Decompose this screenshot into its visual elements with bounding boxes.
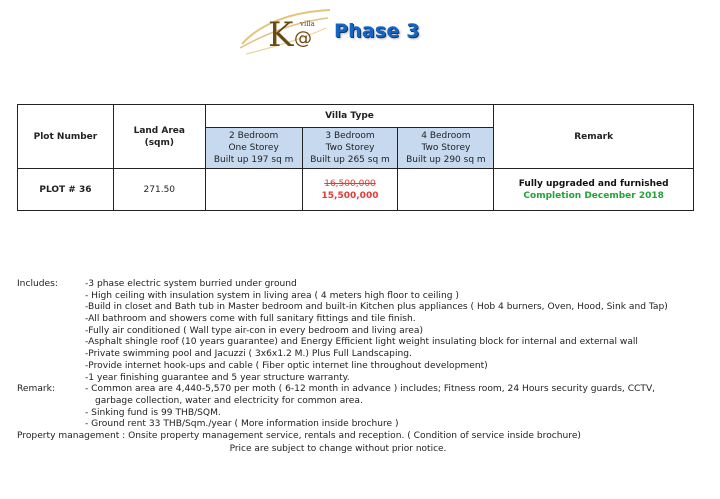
villa-type-line1: 2 Bedroom — [228, 131, 279, 141]
includes-line — [17, 326, 707, 338]
header-villa-type: Villa Type — [205, 105, 494, 128]
remark-cell — [494, 169, 694, 211]
remark-item: garbage collection, water and electricity for common area. — [95, 395, 363, 406]
price-disclaimer: Price are subject to change without prior notice. — [229, 444, 447, 454]
includes-line — [17, 373, 707, 385]
header-remark: Remark — [494, 105, 694, 169]
price-2-bedroom-cell — [205, 169, 302, 211]
villa-type-line3: Built up 197 sq m — [213, 155, 294, 165]
remark-label: Remark: — [17, 384, 56, 395]
plot-number-cell: PLOT # 36 — [18, 169, 114, 211]
header-land-area — [113, 105, 205, 169]
includes-line — [17, 279, 707, 291]
header-land-area-line2: (sqm) — [144, 137, 174, 148]
includes-item: -Asphalt shingle roof (10 years guarantee) and Energy Efficient light weight insulating block for internal and external wall — [85, 337, 638, 348]
land-area-cell: 271.50 — [113, 169, 205, 211]
remark-item: - Sinking fund is 99 THB/SQM. — [85, 407, 221, 418]
includes-line — [17, 314, 707, 326]
includes-item: -Private swimming pool and Jacuzzi ( 3x6x1.2 M.) Plus Full Landscaping. — [85, 349, 412, 360]
remark-upgrade-text: Fully upgraded and furnished — [518, 178, 669, 189]
villa-type-line2: Two Storey — [421, 143, 471, 153]
includes-item: - High ceiling with insulation system in living area ( 4 meters high floor to ceiling ) — [85, 290, 459, 301]
property-management-line: Property management : Onsite property management service, rentals and reception. ( Condition of service inside brochure) — [17, 430, 581, 441]
villa-type-line1: 4 Bedroom — [421, 131, 471, 141]
villa-type-line3: Built up 290 sq m — [406, 155, 486, 165]
includes-line — [17, 349, 707, 361]
logo-symbol: @ — [294, 28, 312, 49]
logo-letter: K — [268, 15, 294, 55]
villa-type-3-bedroom — [302, 128, 398, 169]
villa-type-line2: Two Storey — [325, 143, 375, 153]
logo-small-text: villa — [300, 20, 315, 28]
includes-item: -3 phase electric system burried under ground — [85, 279, 297, 289]
header-land-area-line1: Land Area — [133, 125, 185, 136]
remark-item: - Common area are 4,440-5,570 per moth ( 6-12 month in advance ) includes; Fitness room, 24 Hours security guards, CCTV, — [85, 384, 656, 395]
new-price: 15,500,000 — [321, 190, 379, 201]
page-title: Phase 3 — [334, 20, 420, 42]
header-plot-number: Plot Number — [18, 105, 114, 169]
remark-line — [17, 384, 707, 396]
includes-item: -Provide internet hook-ups and cable ( Fiber optic internet line throughout development) — [85, 360, 488, 371]
remark-line — [17, 408, 707, 420]
includes-line — [17, 302, 707, 314]
includes-line — [17, 337, 707, 349]
includes-item: -Fully air conditioned ( Wall type air-con in every bedroom and living area) — [85, 325, 423, 336]
includes-line — [17, 361, 707, 373]
villa-type-4-bedroom — [398, 128, 494, 169]
price-3-bedroom-cell — [302, 169, 398, 211]
includes-item: -1 year finishing guarantee and 5 year structure warranty. — [85, 372, 350, 383]
price-4-bedroom-cell — [398, 169, 494, 211]
villa-type-line1: 3 Bedroom — [325, 131, 375, 141]
table-row — [18, 169, 694, 211]
villa-type-2-bedroom — [205, 128, 302, 169]
includes-item: -All bathroom and showers come with full sanitary fittings and tile finish. — [85, 314, 416, 325]
remark-line — [17, 419, 707, 431]
villa-type-line2: One Storey — [228, 143, 279, 153]
remark-item: - Ground rent 33 THB/Sqm./year ( More information inside brochure ) — [85, 419, 399, 430]
includes-item: -Build in closet and Bath tub in Master bedroom and built-in Kitchen plus appliances ( Hob 4 burners, Oven, Hood, Sink and Tap) — [85, 302, 668, 313]
remark-line — [17, 396, 707, 408]
notes-section — [17, 279, 707, 443]
includes-line — [17, 291, 707, 303]
villa-type-line3: Built up 265 sq m — [310, 155, 390, 165]
villa-logo — [240, 4, 332, 58]
old-price: 16,500,000 — [324, 178, 376, 189]
remark-completion-text: Completion December 2018 — [523, 190, 664, 201]
price-table — [17, 104, 694, 211]
logo-graphic — [240, 4, 332, 58]
includes-label: Includes: — [17, 279, 58, 289]
table-header-row — [18, 105, 694, 128]
